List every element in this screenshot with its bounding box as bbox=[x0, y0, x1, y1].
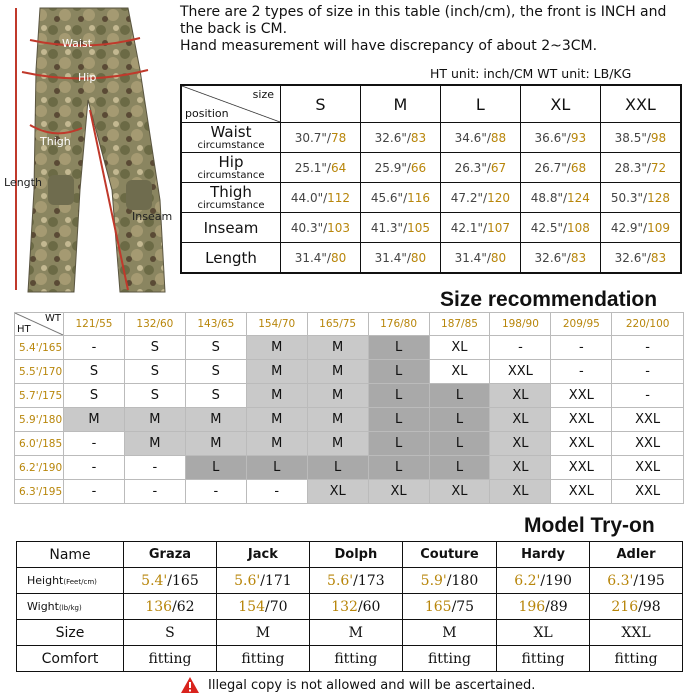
model-name: Couture bbox=[402, 542, 496, 568]
recommended-size-cell: L bbox=[368, 432, 429, 456]
cm-value: 124 bbox=[567, 190, 590, 205]
size-row bbox=[181, 123, 681, 153]
note-line: Hand measurement will have discrepancy of about 2~3CM. bbox=[180, 38, 598, 54]
corner-cell bbox=[181, 85, 281, 123]
weight-row-cell bbox=[216, 594, 309, 620]
recommended-size-cell: M bbox=[64, 408, 125, 432]
position-cell bbox=[181, 153, 281, 183]
position-name: Waist bbox=[210, 123, 252, 141]
cm-value: 108 bbox=[567, 220, 590, 235]
inch-value: 26.7"/ bbox=[534, 160, 571, 175]
recommended-size-cell: XL bbox=[368, 480, 429, 504]
recommended-size-cell: - bbox=[551, 360, 612, 384]
height-header: 5.7'/175 bbox=[15, 384, 64, 408]
recommended-size-cell: - bbox=[246, 480, 307, 504]
recommended-size-cell: XL bbox=[429, 480, 490, 504]
size-value-cell bbox=[360, 123, 440, 153]
inch-value: 32.6"/ bbox=[374, 130, 411, 145]
cm-value: 78 bbox=[330, 130, 347, 145]
size-header: XL bbox=[520, 85, 600, 123]
recommended-size-cell: - bbox=[64, 336, 125, 360]
metric-value: /62 bbox=[172, 598, 195, 615]
cm-value: 116 bbox=[407, 190, 431, 205]
weight-header: 220/100 bbox=[612, 313, 684, 336]
cm-value: 128 bbox=[647, 190, 670, 205]
comfort-row-cell: fitting bbox=[497, 646, 590, 672]
cm-value: 120 bbox=[487, 190, 510, 205]
inch-value: 28.3"/ bbox=[614, 160, 651, 175]
inch-value: 40.3"/ bbox=[290, 220, 328, 235]
inch-value: 47.2"/ bbox=[450, 190, 488, 205]
recommended-size-cell: M bbox=[124, 408, 185, 432]
cm-value: 109 bbox=[647, 220, 670, 235]
height-row-cell bbox=[497, 568, 590, 594]
size-row bbox=[17, 620, 683, 646]
height-row-cell bbox=[124, 568, 217, 594]
cm-value: 93 bbox=[570, 130, 587, 145]
recommended-size-cell: XL bbox=[429, 336, 490, 360]
cm-value: 67 bbox=[490, 160, 507, 175]
recommended-size-cell: XXL bbox=[490, 360, 551, 384]
size-row bbox=[181, 243, 681, 274]
weight-header: 132/60 bbox=[124, 313, 185, 336]
cm-value: 80 bbox=[490, 250, 507, 265]
weight-header-row bbox=[15, 313, 684, 336]
inch-value: 26.3"/ bbox=[454, 160, 491, 175]
inch-value: 42.1"/ bbox=[450, 220, 488, 235]
row-unit: (Feet/cm) bbox=[63, 578, 97, 586]
size-value-cell bbox=[520, 213, 600, 243]
warning-text: Illegal copy is not allowed and will be ascertained. bbox=[208, 677, 536, 693]
cm-value: 112 bbox=[327, 190, 351, 205]
recommended-size-cell: XL bbox=[429, 360, 490, 384]
size-value-cell bbox=[600, 183, 681, 213]
comfort-row-cell: fitting bbox=[590, 646, 683, 672]
recommended-size-cell: M bbox=[124, 432, 185, 456]
weight-row bbox=[17, 594, 683, 620]
recommended-size-cell: XL bbox=[490, 480, 551, 504]
size-value-cell bbox=[281, 123, 361, 153]
size-header-row bbox=[181, 85, 681, 123]
recommended-size-cell: XXL bbox=[551, 432, 612, 456]
recommendation-row bbox=[15, 456, 684, 480]
position-sub: circumstance bbox=[197, 170, 265, 181]
inch-value: 44.0"/ bbox=[290, 190, 328, 205]
recommended-size-cell: M bbox=[307, 360, 368, 384]
inch-value: 36.6"/ bbox=[534, 130, 571, 145]
cm-value: 80 bbox=[330, 250, 347, 265]
comfort-row-cell: fitting bbox=[124, 646, 217, 672]
cm-value: 80 bbox=[410, 250, 427, 265]
comfort-row bbox=[17, 646, 683, 672]
height-header: 6.3'/195 bbox=[15, 480, 64, 504]
position-name: Thigh bbox=[210, 183, 252, 201]
inch-value: 48.8"/ bbox=[530, 190, 568, 205]
cm-value: 98 bbox=[650, 130, 667, 145]
recommended-size-cell: - bbox=[64, 456, 125, 480]
row-label: Height bbox=[27, 574, 64, 587]
weight-row-cell bbox=[309, 594, 402, 620]
corner-cell bbox=[15, 313, 64, 336]
recommended-size-cell: S bbox=[124, 336, 185, 360]
size-value-cell bbox=[281, 243, 361, 274]
recommended-size-cell: - bbox=[612, 336, 684, 360]
weight-header: 165/75 bbox=[307, 313, 368, 336]
recommended-size-cell: XL bbox=[307, 480, 368, 504]
height-header: 5.5'/170 bbox=[15, 360, 64, 384]
cm-value: 107 bbox=[487, 220, 510, 235]
recommended-size-cell: L bbox=[368, 456, 429, 480]
name-label: Name bbox=[17, 542, 124, 568]
height-row-cell bbox=[309, 568, 402, 594]
weight-header: 187/85 bbox=[429, 313, 490, 336]
size-row-cell: XXL bbox=[590, 620, 683, 646]
cm-value: 68 bbox=[570, 160, 587, 175]
inch-value: 42.5"/ bbox=[530, 220, 568, 235]
recommended-size-cell: XXL bbox=[612, 408, 684, 432]
position-cell bbox=[181, 243, 281, 274]
photo-label-thigh: Thigh bbox=[40, 135, 71, 148]
recommended-size-cell: L bbox=[368, 408, 429, 432]
recommended-size-cell: - bbox=[124, 480, 185, 504]
position-cell bbox=[181, 213, 281, 243]
recommended-size-cell: - bbox=[612, 384, 684, 408]
size-value-cell bbox=[360, 183, 440, 213]
weight-header: 198/90 bbox=[490, 313, 551, 336]
recommended-size-cell: XL bbox=[490, 408, 551, 432]
recommended-size-cell: M bbox=[307, 384, 368, 408]
recommended-size-cell: L bbox=[429, 408, 490, 432]
model-table bbox=[16, 541, 683, 672]
size-value-cell bbox=[281, 213, 361, 243]
model-name: Adler bbox=[590, 542, 683, 568]
recommended-size-cell: XXL bbox=[551, 456, 612, 480]
size-chart-table bbox=[180, 84, 682, 274]
weight-header: 176/80 bbox=[368, 313, 429, 336]
imperial-value: 165 bbox=[424, 598, 452, 615]
metric-value: /173 bbox=[353, 572, 385, 589]
inch-value: 41.3"/ bbox=[370, 220, 408, 235]
size-value-cell bbox=[600, 123, 681, 153]
metric-value: /70 bbox=[265, 598, 288, 615]
cm-value: 83 bbox=[410, 130, 427, 145]
model-name: Graza bbox=[124, 542, 217, 568]
inch-value: 30.7"/ bbox=[294, 130, 331, 145]
recommended-size-cell: S bbox=[64, 384, 125, 408]
size-row bbox=[181, 153, 681, 183]
imperial-value: 6.2' bbox=[514, 572, 541, 589]
imperial-value: 6.3' bbox=[607, 572, 634, 589]
size-value-cell bbox=[440, 153, 520, 183]
recommendation-title: Size recommendation bbox=[440, 288, 658, 311]
weight-header: 154/70 bbox=[246, 313, 307, 336]
recommendation-row bbox=[15, 336, 684, 360]
metric-value: /171 bbox=[260, 572, 292, 589]
comfort-row-cell: fitting bbox=[216, 646, 309, 672]
position-name: Inseam bbox=[203, 218, 259, 237]
recommended-size-cell: S bbox=[124, 384, 185, 408]
recommended-size-cell: XXL bbox=[551, 384, 612, 408]
recommended-size-cell: - bbox=[124, 456, 185, 480]
recommendation-row bbox=[15, 384, 684, 408]
model-title: Model Try-on bbox=[524, 514, 655, 537]
position-cell bbox=[181, 123, 281, 153]
size-row-cell: M bbox=[216, 620, 309, 646]
recommended-size-cell: S bbox=[64, 360, 125, 384]
metric-value: /180 bbox=[446, 572, 479, 589]
recommended-size-cell: M bbox=[246, 384, 307, 408]
corner-wt-label: WT bbox=[45, 313, 61, 324]
comfort-row-cell: fitting bbox=[402, 646, 496, 672]
recommended-size-cell: M bbox=[246, 336, 307, 360]
cm-value: 64 bbox=[330, 160, 347, 175]
comfort-row-cell: fitting bbox=[309, 646, 402, 672]
size-row bbox=[181, 213, 681, 243]
recommended-size-cell: S bbox=[185, 360, 246, 384]
weight-row-label bbox=[17, 594, 124, 620]
size-value-cell bbox=[360, 213, 440, 243]
corner-ht-label: HT bbox=[17, 324, 31, 335]
photo-label-waist: Waist bbox=[62, 37, 93, 50]
imperial-value: 216 bbox=[611, 598, 639, 615]
recommended-size-cell: XL bbox=[490, 432, 551, 456]
photo-label-hip: Hip bbox=[78, 71, 97, 84]
recommended-size-cell: L bbox=[185, 456, 246, 480]
recommended-size-cell: - bbox=[612, 360, 684, 384]
height-row-label bbox=[17, 568, 124, 594]
size-header: XXL bbox=[600, 85, 681, 123]
metric-value: /195 bbox=[633, 572, 665, 589]
recommended-size-cell: XXL bbox=[612, 432, 684, 456]
recommended-size-cell: - bbox=[185, 480, 246, 504]
recommended-size-cell: L bbox=[429, 432, 490, 456]
imperial-value: 5.9' bbox=[420, 572, 447, 589]
recommended-size-cell: XXL bbox=[612, 456, 684, 480]
recommended-size-cell: XXL bbox=[612, 480, 684, 504]
warning-triangle-icon bbox=[180, 676, 200, 694]
cm-value: 66 bbox=[410, 160, 427, 175]
recommended-size-cell: M bbox=[307, 336, 368, 360]
recommendation-row bbox=[15, 408, 684, 432]
position-cell bbox=[181, 183, 281, 213]
note-line: There are 2 types of size in this table (inch/cm), the front is INCH and bbox=[180, 4, 667, 20]
recommendation-table bbox=[14, 312, 684, 504]
size-value-cell bbox=[281, 183, 361, 213]
metric-value: /75 bbox=[451, 598, 475, 615]
recommended-size-cell: L bbox=[368, 384, 429, 408]
recommended-size-cell: M bbox=[307, 432, 368, 456]
cm-value: 83 bbox=[650, 250, 667, 265]
imperial-value: 154 bbox=[238, 598, 265, 615]
recommended-size-cell: - bbox=[551, 336, 612, 360]
recommended-size-cell: XL bbox=[490, 384, 551, 408]
size-value-cell bbox=[600, 213, 681, 243]
height-row bbox=[17, 568, 683, 594]
recommended-size-cell: L bbox=[368, 336, 429, 360]
photo-label-length: Length bbox=[4, 176, 42, 189]
inch-value: 25.1"/ bbox=[294, 160, 331, 175]
size-value-cell bbox=[600, 243, 681, 274]
weight-row-cell bbox=[124, 594, 217, 620]
size-row-cell: XL bbox=[497, 620, 590, 646]
recommended-size-cell: M bbox=[185, 432, 246, 456]
comfort-row-label: Comfort bbox=[17, 646, 124, 672]
metric-value: /98 bbox=[638, 598, 661, 615]
cm-value: 83 bbox=[570, 250, 587, 265]
product-photo bbox=[0, 0, 178, 300]
recommended-size-cell: M bbox=[246, 360, 307, 384]
height-row-cell bbox=[590, 568, 683, 594]
size-value-cell bbox=[440, 123, 520, 153]
imperial-value: 196 bbox=[518, 598, 546, 615]
recommendation-row bbox=[15, 360, 684, 384]
row-unit: (lb/kg) bbox=[58, 604, 82, 612]
recommended-size-cell: S bbox=[185, 384, 246, 408]
note-line: the back is CM. bbox=[180, 21, 288, 37]
size-value-cell bbox=[520, 123, 600, 153]
size-value-cell bbox=[440, 213, 520, 243]
footer-warning bbox=[180, 676, 535, 694]
recommended-size-cell: XXL bbox=[551, 408, 612, 432]
metric-value: /190 bbox=[540, 572, 572, 589]
inch-value: 50.3"/ bbox=[610, 190, 648, 205]
inch-value: 32.6"/ bbox=[614, 250, 651, 265]
size-value-cell bbox=[440, 243, 520, 274]
weight-header: 143/65 bbox=[185, 313, 246, 336]
weight-row-cell bbox=[497, 594, 590, 620]
position-name: Hip bbox=[218, 153, 244, 171]
imperial-value: 5.4' bbox=[141, 572, 168, 589]
row-label: Wight bbox=[27, 600, 59, 613]
recommended-size-cell: M bbox=[246, 408, 307, 432]
inch-value: 42.9"/ bbox=[610, 220, 648, 235]
inch-value: 31.4"/ bbox=[294, 250, 331, 265]
metric-value: /89 bbox=[545, 598, 568, 615]
recommended-size-cell: M bbox=[307, 408, 368, 432]
recommended-size-cell: - bbox=[64, 480, 125, 504]
size-header: L bbox=[440, 85, 520, 123]
position-sub: circumstance bbox=[197, 200, 265, 211]
weight-row-cell bbox=[402, 594, 496, 620]
position-name: Length bbox=[205, 248, 257, 267]
height-row-cell bbox=[402, 568, 496, 594]
imperial-value: 5.6' bbox=[234, 572, 261, 589]
size-value-cell bbox=[520, 183, 600, 213]
imperial-value: 132 bbox=[331, 598, 358, 615]
photo-label-inseam: Inseam bbox=[132, 210, 173, 223]
metric-value: /60 bbox=[357, 598, 381, 615]
size-row-label: Size bbox=[17, 620, 124, 646]
recommended-size-cell: L bbox=[429, 384, 490, 408]
weight-header: 121/55 bbox=[64, 313, 125, 336]
size-value-cell bbox=[440, 183, 520, 213]
recommended-size-cell: L bbox=[368, 360, 429, 384]
recommended-size-cell: L bbox=[307, 456, 368, 480]
size-row-cell: S bbox=[124, 620, 217, 646]
weight-header: 209/95 bbox=[551, 313, 612, 336]
height-row-cell bbox=[216, 568, 309, 594]
inch-value: 32.6"/ bbox=[534, 250, 571, 265]
inch-value: 45.6"/ bbox=[370, 190, 408, 205]
recommended-size-cell: S bbox=[185, 336, 246, 360]
size-row-cell: M bbox=[309, 620, 402, 646]
recommended-size-cell: S bbox=[124, 360, 185, 384]
model-name: Dolph bbox=[309, 542, 402, 568]
inch-value: 25.9"/ bbox=[374, 160, 411, 175]
height-header: 5.4'/165 bbox=[15, 336, 64, 360]
recommended-size-cell: - bbox=[490, 336, 551, 360]
size-row bbox=[181, 183, 681, 213]
height-header: 5.9'/180 bbox=[15, 408, 64, 432]
cm-value: 72 bbox=[650, 160, 667, 175]
recommended-size-cell: M bbox=[185, 408, 246, 432]
recommendation-row bbox=[15, 432, 684, 456]
size-row-cell: M bbox=[402, 620, 496, 646]
inch-value: 31.4"/ bbox=[454, 250, 491, 265]
recommended-size-cell: L bbox=[246, 456, 307, 480]
size-header: M bbox=[360, 85, 440, 123]
height-header: 6.2'/190 bbox=[15, 456, 64, 480]
size-value-cell bbox=[520, 243, 600, 274]
metric-value: /165 bbox=[167, 572, 199, 589]
size-value-cell bbox=[360, 243, 440, 274]
model-name: Hardy bbox=[497, 542, 590, 568]
recommended-size-cell: XL bbox=[490, 456, 551, 480]
model-header-row bbox=[17, 542, 683, 568]
cm-value: 105 bbox=[407, 220, 431, 235]
recommended-size-cell: - bbox=[64, 432, 125, 456]
inch-value: 31.4"/ bbox=[374, 250, 411, 265]
corner-position-label: position bbox=[185, 107, 229, 120]
size-header: S bbox=[281, 85, 361, 123]
height-header: 6.0'/185 bbox=[15, 432, 64, 456]
corner-size-label: size bbox=[252, 88, 274, 101]
size-value-cell bbox=[281, 153, 361, 183]
size-value-cell bbox=[360, 153, 440, 183]
size-value-cell bbox=[520, 153, 600, 183]
cm-value: 88 bbox=[490, 130, 507, 145]
recommended-size-cell: XXL bbox=[551, 480, 612, 504]
recommended-size-cell: M bbox=[246, 432, 307, 456]
inch-value: 34.6"/ bbox=[454, 130, 491, 145]
inch-value: 38.5"/ bbox=[614, 130, 651, 145]
size-value-cell bbox=[600, 153, 681, 183]
cm-value: 103 bbox=[327, 220, 351, 235]
unit-note: HT unit: inch/CM WT unit: LB/KG bbox=[430, 66, 632, 81]
size-notes bbox=[180, 4, 695, 55]
imperial-value: 5.6' bbox=[327, 572, 354, 589]
weight-row-cell bbox=[590, 594, 683, 620]
imperial-value: 136 bbox=[145, 598, 173, 615]
position-sub: circumstance bbox=[197, 140, 265, 151]
recommendation-row bbox=[15, 480, 684, 504]
model-name: Jack bbox=[216, 542, 309, 568]
recommended-size-cell: L bbox=[429, 456, 490, 480]
